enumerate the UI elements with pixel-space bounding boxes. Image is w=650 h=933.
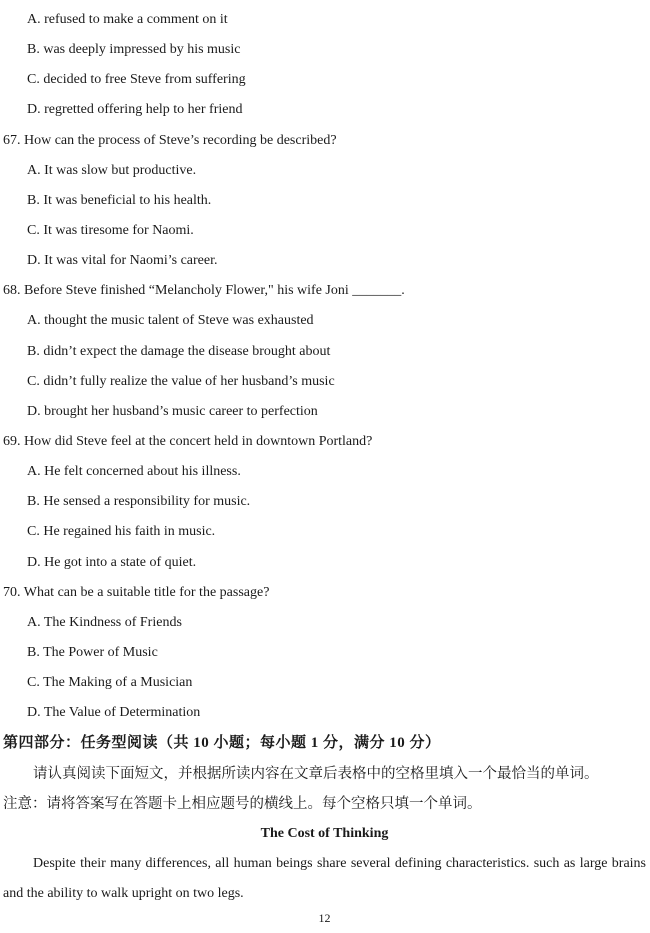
section-4-instruction-reading: 请认真阅读下面短文，并根据所读内容在文章后表格中的空格里填入一个最恰当的单词。 [33, 765, 599, 782]
question-68-option-c: C. didn’t fully realize the value of her husband’s music [27, 373, 335, 389]
passage-title: The Cost of Thinking [260, 825, 389, 841]
question-67-option-c: C. It was tiresome for Naomi. [27, 222, 194, 238]
question-69-option-c: C. He regained his faith in music. [27, 524, 216, 540]
question-69-option-a: A. He felt concerned about his illness. [27, 464, 241, 480]
carryover-option-a: A. refused to make a comment on it [27, 12, 228, 27]
question-68-option-b: B. didn’t expect the damage the disease brought about [27, 343, 331, 359]
question-67-option-a: A. It was slow but productive. [27, 162, 197, 178]
question-70-option-b: B. The Power of Music [27, 644, 158, 660]
carryover-option-d: D. regretted offering help to her friend [27, 102, 243, 118]
passage-line-1: Despite their many differences, all human beings share several defining characteristics. such as large brains [33, 855, 646, 871]
question-68-option-d: D. brought her husband’s music career to perfection [27, 403, 318, 419]
question-70-option-a: A. The Kindness of Friends [27, 614, 182, 630]
question-68-stem: 68. Before Steve finished “Melancholy Flower," his wife Joni _______. [3, 283, 405, 299]
page-number: 12 [318, 911, 331, 926]
carryover-option-b: B. was deeply impressed by his music [27, 42, 241, 58]
question-69-option-d: D. He got into a state of quiet. [27, 554, 197, 570]
question-70-option-d: D. The Value of Determination [27, 705, 201, 721]
question-70-stem: 70. What can be a suitable title for the passage? [3, 584, 270, 600]
section-4-header: 第四部分：任务型阅读（共 10 小题；每小题 1 分，满分 10 分） [3, 735, 441, 752]
section-4-instruction-note: 注意：请将答案写在答题卡上相应题号的横线上。每个空格只填一个单词。 [3, 795, 482, 812]
question-69-stem: 69. How did Steve feel at the concert held in downtown Portland? [3, 433, 373, 449]
question-68-option-a: A. thought the music talent of Steve was exhausted [27, 313, 314, 329]
question-70-option-c: C. The Making of a Musician [27, 675, 193, 691]
question-67-stem: 67. How can the process of Steve’s recording be described? [3, 132, 337, 148]
passage-line-2: and the ability to walk upright on two legs. [3, 886, 244, 902]
question-69-option-b: B. He sensed a responsibility for music. [27, 494, 251, 510]
question-67-option-d: D. It was vital for Naomi’s career. [27, 253, 218, 269]
carryover-option-c: C. decided to free Steve from suffering [27, 72, 246, 88]
question-67-option-b: B. It was beneficial to his health. [27, 192, 212, 208]
